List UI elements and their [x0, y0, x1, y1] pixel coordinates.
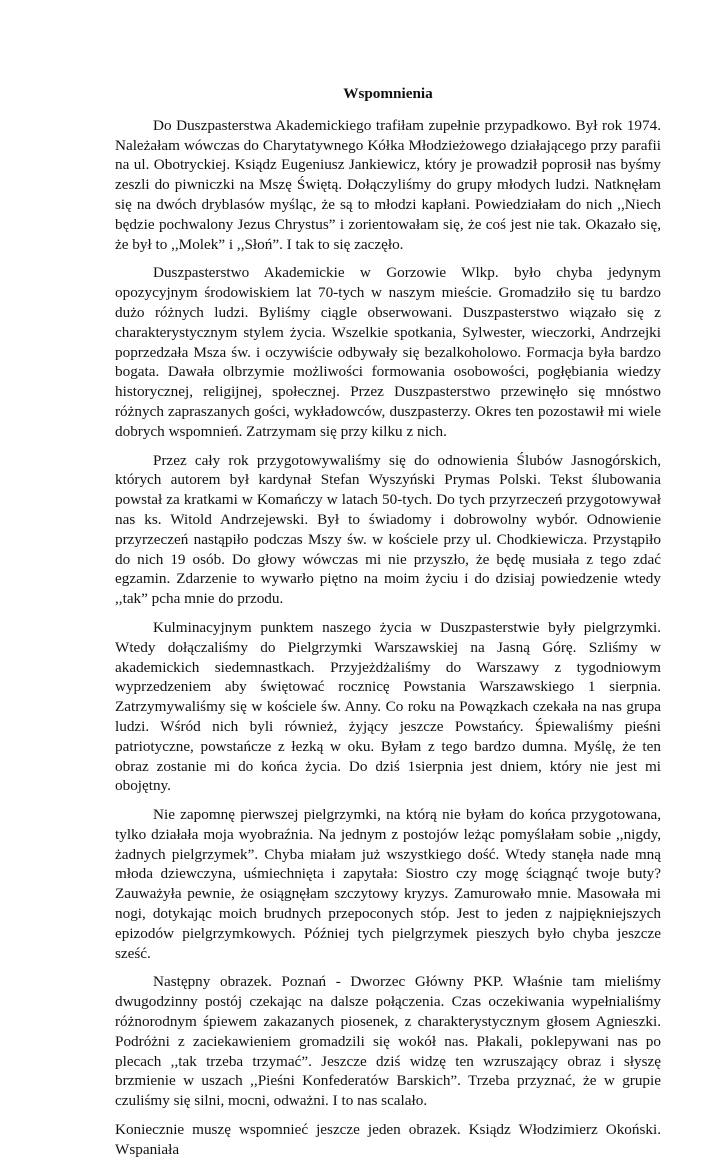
- paragraph-3: Przez cały rok przygotowywaliśmy się do odnowienia Ślubów Jasnogórskich, których autorem był kardynał Stefan Wyszyński Prymas Polski. Tekst ślubowania powstał za kratkami w Komańczy w latach 50-tych. Do tych przyrzeczeń przygotowywał nas ks. Witold Andrzejewski. Był to świadomy i dobrowolny wybór. Odnowienie przyrzeczeń nastąpiło podczas Mszy św. w kościele przy ul. Chodkiewicza. Przystąpiło do nich 19 osób. Do głowy wówczas mi nie przyszło, że będę musiała z tego zdać egzamin. Zdarzenie to wywarło piętno na moim życiu i do dzisiaj powiedzenie wtedy ,,tak” pcha mnie do przodu.: [115, 451, 661, 608]
- paragraph-4: Kulminacyjnym punktem naszego życia w Duszpasterstwie były pielgrzymki. Wtedy dołączaliśmy do Pielgrzymki Warszawskiej na Jasną Górę. Szliśmy w akademickich siedemnastkach. Przyjeżdżaliśmy do Warszawy z tygodniowym wyprzedzeniem aby świętować rocznicę Powstania Warszawskiego 1 sierpnia. Zatrzymywaliśmy się w kościele św. Anny. Co roku na Powązkach czekała na nas grupa ludzi. Wśród nich byli również, żyjący jeszcze Powstańcy. Śpiewaliśmy pieśni patriotyczne, powstańcze z łezką w oku. Byłam z tego bardzo dumna. Myślę, że ten obraz zostanie mi do końca życia. Do dziś 1sierpnia jest dniem, który nie jest mi obojętny.: [115, 618, 661, 795]
- paragraph-2: Duszpasterstwo Akademickie w Gorzowie Wlkp. było chyba jedynym opozycyjnym środowiskiem lat 70-tych w naszym mieście. Gromadziło się tu bardzo dużo różnych ludzi. Byliśmy ciągle obserwowani. Duszpasterstwo wiązało się z charakterystycznym stylem życia. Wszelkie spotkania, Sylwester, wieczorki, Andrzejki poprzedzała Msza św. i oczywiście odbywały się bezalkoholowo. Formacja była bardzo bogata. Dawała olbrzymie możliwości formowania osobowości, pogłębiania wiedzy historycznej, religijnej, społecznej. Przez Duszpasterstwo przewinęło się mnóstwo różnych zapraszanych gości, wykładowców, duszpasterzy. Okres ten pozostawił mi wiele dobrych wspomnień. Zatrzymam się przy kilku z nich.: [115, 264, 661, 440]
- paragraph-1: Do Duszpasterstwa Akademickiego trafiłam zupełnie przypadkowo. Był rok 1974. Należałam wówczas do Charytatywnego Kółka Młodzieżowego działającego przy parafii na ul. Obotryckiej. Ksiądz Eugeniusz Jankiewicz, który je prowadził poprosił nas byśmy zeszli do piwniczki na Mszę Świętą. Dołączyliśmy do grupy młodych ludzi. Natknęłam się na dwóch dryblasów myśląc, że są to młodzi kapłani. Powiedziałam do nich ,,Niech będzie pochwalony Jezus Chrystus” i zorientowałam się, że coś jest nie tak. Okazało się, że był to ,,Molek” i ,,Słoń”. I tak to się zaczęło.: [115, 116, 661, 253]
- paragraph-7: Koniecznie muszę wspomnieć jeszcze jeden obrazek. Ksiądz Włodzimierz Okoński. Wspaniała: [115, 1121, 661, 1158]
- paragraph-5: Nie zapomnę pierwszej pielgrzymki, na którą nie byłam do końca przygotowana, tylko działała moja wyobraźnia. Na jednym z postojów leżąc pomyślałam sobie ,,nigdy, żadnych pielgrzymek”. Chyba miałam już wszystkiego dość. Wtedy stanęła nade mną młoda dziewczyna, uśmiechnięta i zapytała: Siostro czy mogę ściągnąć twoje buty? Zauważyła pewnie, że osiągnęłam szczytowy kryzys. Zamurowało mnie. Masowała mi nogi, dotykając moich brudnych przepoconych stóp. Jest to jeden z najpiękniejszych epizodów pielgrzymkowych. Później tych pielgrzymek pieszych było chyba jeszcze sześć.: [115, 806, 661, 962]
- document-title: Wspomnienia: [343, 85, 433, 102]
- paragraph-6: Następny obrazek. Poznań - Dworzec Główny PKP. Właśnie tam mieliśmy dwugodzinny postój czekając na dalsze połączenia. Czas oczekiwania wypełnialiśmy różnorodnym śpiewem zakazanych piosenek, z charakterystycznym głosem Agnieszki. Podróżni z zaciekawieniem gromadzili się wokół nas. Płakali, poklepywani nas po plecach ,,tak trzeba trzymać”. Jeszcze dziś widzę ten wzruszający obraz i słyszę brzmienie w uszach ,,Pieśni Konfederatów Barskich”. Trzeba przyznać, że w grupie czuliśmy się silni, mocni, odważni. I to nas scalało.: [115, 973, 661, 1110]
